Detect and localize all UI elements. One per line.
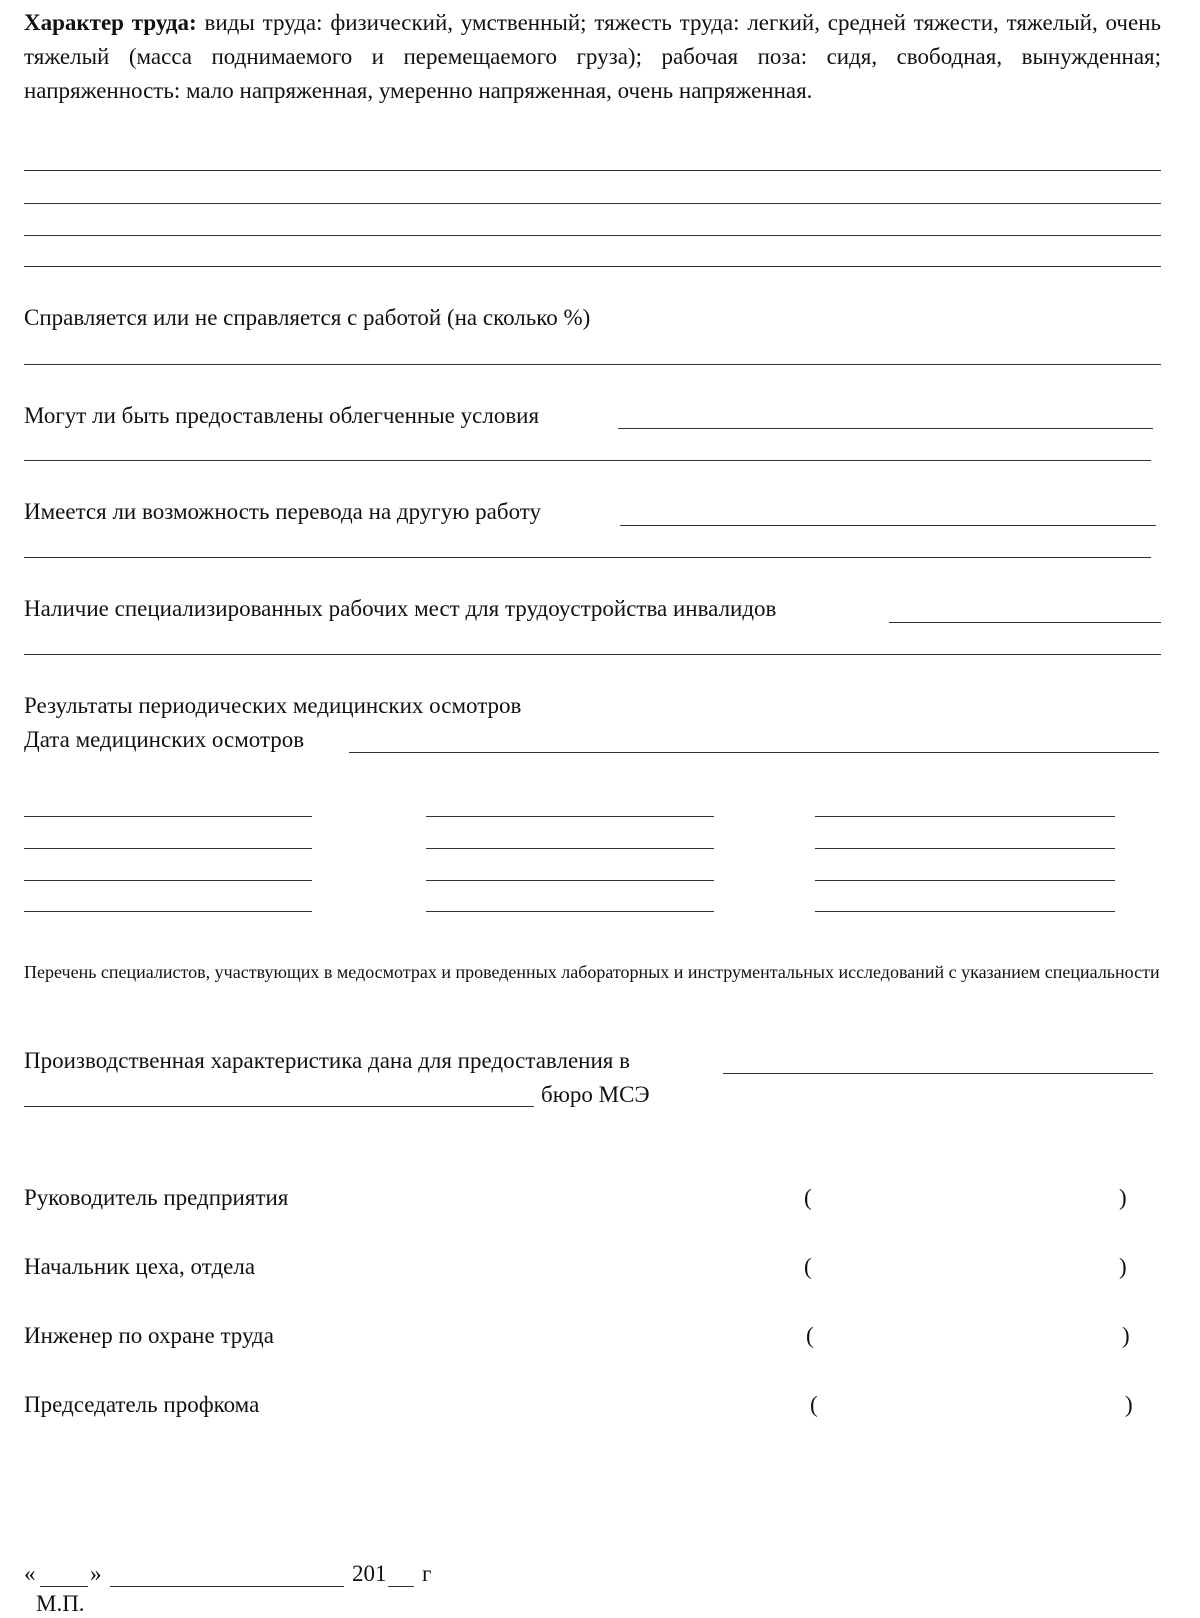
grid-line[interactable] bbox=[24, 911, 312, 912]
grid-line[interactable] bbox=[815, 880, 1115, 881]
grid-line[interactable] bbox=[24, 848, 312, 849]
grid-line[interactable] bbox=[426, 880, 714, 881]
signature-role-safety-engineer: Инженер по охране труда bbox=[24, 1323, 274, 1348]
special-places-label: Наличие специализированных рабочих мест для трудоустройства инвалидов bbox=[24, 596, 777, 621]
specialists-note: Перечень специалистов, участвующих в медосмотрах и проведенных лабораторных и инструментальных исследований с указанием специальности bbox=[24, 962, 1160, 982]
provided-for-label: Производственная характеристика дана для предоставления в bbox=[24, 1048, 630, 1073]
signature-close-bracket: ) bbox=[1125, 1392, 1133, 1417]
grid-line[interactable] bbox=[24, 880, 312, 881]
easier-conditions-line-2[interactable] bbox=[24, 460, 1151, 461]
signature-open-bracket: ( bbox=[804, 1185, 812, 1210]
easier-conditions-label: Могут ли быть предоставлены облегченные условия bbox=[24, 403, 540, 428]
signature-open-bracket: ( bbox=[804, 1254, 812, 1279]
signature-close-bracket: ) bbox=[1122, 1323, 1130, 1348]
blank-line[interactable] bbox=[24, 235, 1161, 236]
stamp-label: М.П. bbox=[36, 1591, 85, 1616]
labor-character-paragraph bbox=[24, 6, 1161, 108]
bureau-label: бюро МСЭ bbox=[541, 1082, 650, 1107]
signature-open-bracket: ( bbox=[810, 1392, 818, 1417]
special-places-line[interactable] bbox=[889, 622, 1161, 623]
copes-line[interactable] bbox=[24, 364, 1161, 365]
labor-character-text: виды труда: физический, умственный; тяжесть труда: легкий, средней тяжести, тяжелый, очень тяжелый (масса поднимаемого и перемещаемого груза); рабочая поза: сидя, свободная, вынужденная; напряженность: мало напряженная, умеренно напряженная, очень напряженная. bbox=[24, 10, 1161, 103]
blank-line[interactable] bbox=[24, 170, 1161, 171]
date-year-line[interactable] bbox=[388, 1586, 414, 1587]
transfer-label: Имеется ли возможность перевода на другую работу bbox=[24, 499, 542, 524]
grid-line[interactable] bbox=[426, 848, 714, 849]
special-places-line-2[interactable] bbox=[24, 654, 1161, 655]
signature-close-bracket: ) bbox=[1119, 1254, 1127, 1279]
provided-for-line[interactable] bbox=[723, 1073, 1153, 1074]
med-date-line[interactable] bbox=[349, 752, 1159, 753]
date-year-prefix: 201 bbox=[352, 1561, 387, 1586]
med-date-label: Дата медицинских осмотров bbox=[24, 727, 305, 752]
grid-line[interactable] bbox=[24, 816, 312, 817]
signature-open-bracket: ( bbox=[806, 1323, 814, 1348]
bureau-line[interactable] bbox=[24, 1106, 534, 1107]
blank-line[interactable] bbox=[24, 266, 1161, 267]
grid-line[interactable] bbox=[426, 816, 714, 817]
signature-close-bracket: ) bbox=[1119, 1185, 1127, 1210]
date-close-quote: » bbox=[90, 1561, 102, 1586]
date-year-suffix: г bbox=[422, 1561, 432, 1586]
transfer-line[interactable] bbox=[620, 525, 1156, 526]
signature-role-shop-head: Начальник цеха, отдела bbox=[24, 1254, 256, 1279]
blank-line[interactable] bbox=[24, 203, 1161, 204]
easier-conditions-line[interactable] bbox=[618, 428, 1153, 429]
grid-line[interactable] bbox=[426, 911, 714, 912]
signature-role-director: Руководитель предприятия bbox=[24, 1185, 289, 1210]
copes-label: Справляется или не справляется с работой (на сколько %) bbox=[24, 305, 591, 330]
date-open-quote: « bbox=[24, 1561, 36, 1586]
grid-line[interactable] bbox=[815, 911, 1115, 912]
grid-line[interactable] bbox=[815, 848, 1115, 849]
med-results-label: Результаты периодических медицинских осмотров bbox=[24, 693, 522, 718]
date-day-line[interactable] bbox=[40, 1586, 88, 1587]
transfer-line-2[interactable] bbox=[24, 557, 1151, 558]
date-month-line[interactable] bbox=[110, 1586, 344, 1587]
grid-line[interactable] bbox=[815, 816, 1115, 817]
labor-character-label: Характер труда: bbox=[24, 10, 197, 35]
signature-role-union-chair: Председатель профкома bbox=[24, 1392, 260, 1417]
